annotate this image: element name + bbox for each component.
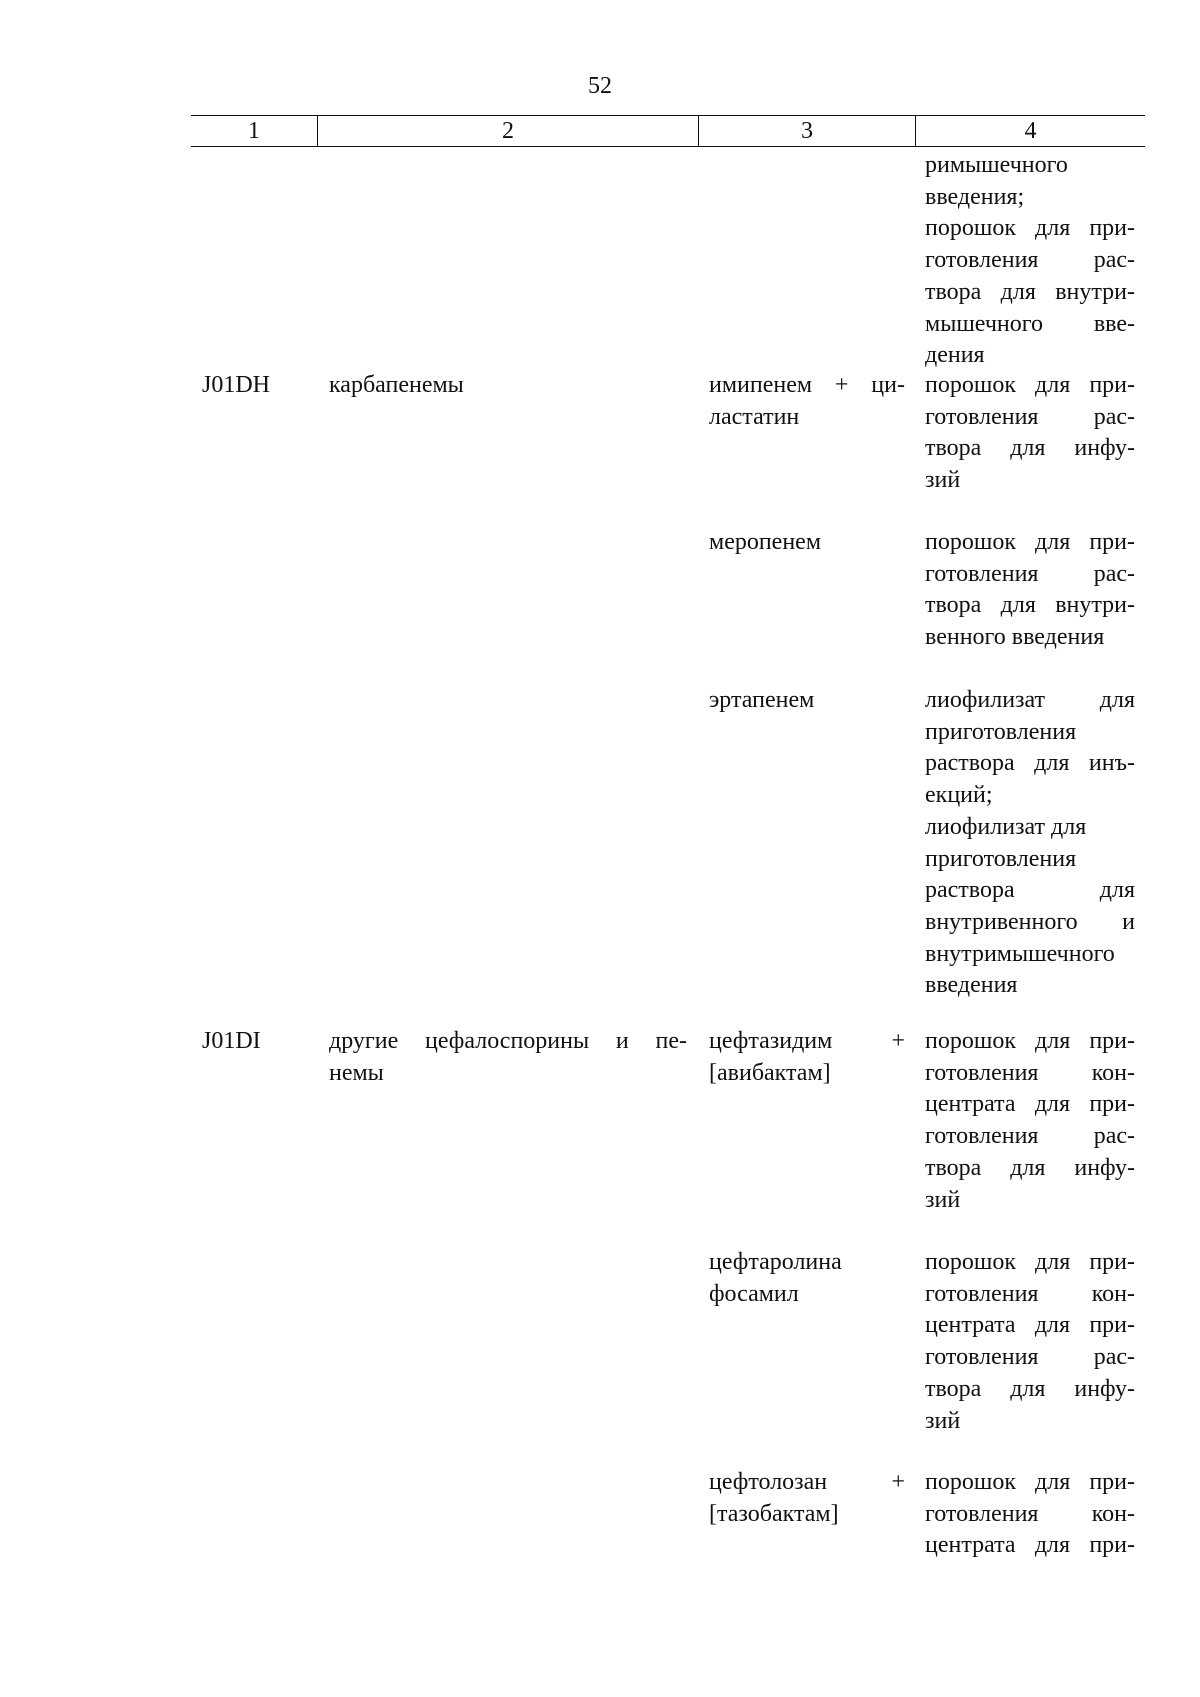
column-header-3: 3: [698, 116, 915, 146]
table-header-row: [191, 115, 1145, 147]
drug-name: цефтазидим + [авибактам]: [709, 1028, 905, 1086]
atc-code: J01DI: [202, 1028, 261, 1054]
group-name: другие цефалоспорины и пе- немы: [329, 1028, 687, 1086]
form-line: твора для внутри-: [925, 278, 1135, 305]
dosage-form: порошок для при- готовления кон- центрата для при- готовления рас- твора для инфу- зий: [925, 1028, 1135, 1213]
drug-name: эртапенем: [709, 687, 815, 713]
dosage-form: лиофилизат для приготовления раствора для инъ- екций; лиофилизат для приготовления раствора для внутривенного и внутримышечного введения: [925, 687, 1135, 999]
column-header-4: 4: [915, 116, 1145, 146]
drug-name: цефтаролина фосамил: [709, 1249, 842, 1307]
form-line: готовления рас-: [925, 247, 1135, 274]
column-header-1: 1: [248, 118, 260, 144]
form-line: дения: [925, 342, 985, 369]
column-header-2: 2: [317, 116, 698, 146]
dosage-form: порошок для при- готовления кон- центрата для при-: [925, 1469, 1135, 1559]
form-line: мышечного вве-: [925, 310, 1135, 337]
group-name: карбапенемы: [329, 372, 464, 398]
form-line: римышечного: [925, 152, 1068, 178]
dosage-form: порошок для при- готовления рас- твора для инфу- зий: [925, 372, 1135, 494]
dosage-form: порошок для при- готовления рас- твора для внутри- венного введения: [925, 529, 1135, 651]
continued-dosage-form: [925, 150, 1135, 372]
atc-code: J01DH: [202, 372, 271, 398]
drug-name: цефтолозан + [тазобактам]: [709, 1469, 905, 1527]
dosage-form: порошок для при- готовления кон- центрата для при- готовления рас- твора для инфу- зий: [925, 1249, 1135, 1434]
drug-name: меропенем: [709, 529, 822, 555]
form-line: порошок для при-: [925, 215, 1135, 242]
drug-name: имипенем + ци- ластатин: [709, 372, 905, 430]
page-number: 52: [588, 73, 612, 99]
form-line: введения;: [925, 183, 1025, 210]
